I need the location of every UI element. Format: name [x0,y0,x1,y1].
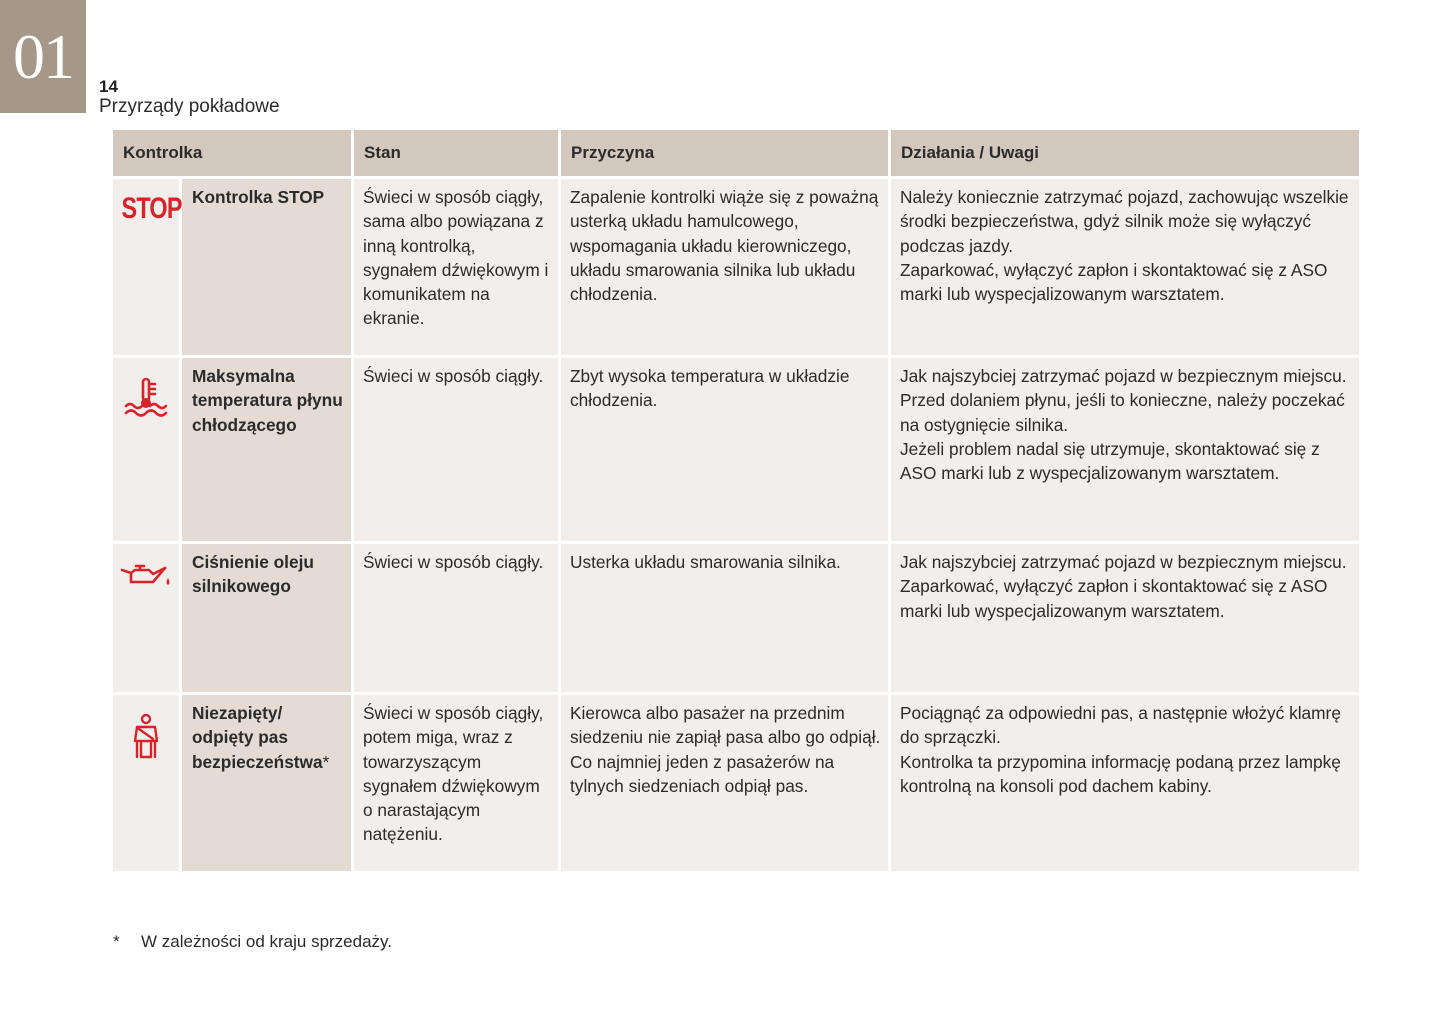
icon-cell [113,358,182,544]
page-number: 14 [99,77,118,96]
header-cause: Przyczyna [561,130,891,179]
footnote-mark: * [322,751,330,772]
control-name: Ciśnienie oleju silnikowego [182,544,354,695]
state-text: Świeci w sposób ciągły, potem miga, wraz z towarzyszącym sygnałem dźwiękowym o narastającym natężeniu. [354,695,561,874]
cause-text: Zapalenie kontrolki wiąże się z poważną usterką układu hamulcowego, wspomagania układu kierowniczego, układu smarowania silnika lub układu chłodzenia. [561,179,891,358]
footnote-text: W zależności od kraju sprzedaży. [141,932,393,951]
oil-pressure-icon [119,562,173,598]
coolant-temperature-icon [122,376,170,426]
cause-text: Zbyt wysoka temperatura w układzie chłodzenia. [561,358,891,544]
control-name: Niezapięty/ odpięty pas bezpieczeństwa* [182,695,354,874]
cause-text: Usterka układu smarowania silnika. [561,544,891,695]
icon-cell [113,179,182,358]
state-text: Świeci w sposób ciągły. [354,544,561,695]
table-row [113,544,1359,695]
header-state: Stan [354,130,561,179]
header-actions: Działania / Uwagi [891,130,1359,179]
chapter-number: 01 [13,20,73,92]
actions-text: Należy koniecznie zatrzymać pojazd, zachowując wszelkie środki bezpieczeństwa, gdyż silnik może się wyłączyć podczas jazdy. Zaparkować, wyłączyć zapłon i skontaktować się z ASO marki lub wyspecjalizowanym warsztatem. [891,179,1359,358]
seatbelt-icon [131,713,161,767]
header-control: Kontrolka [113,130,354,179]
table-header-row [113,130,1359,179]
chapter-tab [0,0,86,113]
state-text: Świeci w sposób ciągły. [354,358,561,544]
cause-text: Kierowca albo pasażer na przednim siedzeniu nie zapiął pasa albo go odpiął. Co najmniej jeden z pasażerów na tylnych siedzeniach odpiął pas. [561,695,891,874]
warning-lights-table [113,130,1359,874]
icon-cell [113,544,182,695]
stop-icon: STOP [121,192,182,225]
footnote [113,932,392,952]
actions-text: Jak najszybciej zatrzymać pojazd w bezpiecznym miejscu. Zaparkować, wyłączyć zapłon i skontaktować się z ASO marki lub wyspecjalizowanym warsztatem. [891,544,1359,695]
footnote-mark: * [113,932,120,951]
control-name: Kontrolka STOP [182,179,354,358]
actions-text: Pociągnąć za odpowiedni pas, a następnie włożyć klamrę do sprzączki. Kontrolka ta przypomina informację podaną przez lampkę kontrolną na konsoli pod dachem kabiny. [891,695,1359,874]
table-row [113,695,1359,874]
actions-text: Jak najszybciej zatrzymać pojazd w bezpiecznym miejscu. Przed dolaniem płynu, jeśli to konieczne, należy poczekać na ostygnięcie silnika. Jeżeli problem nadal się utrzymuje, skontaktować się z ASO marki lub z wyspecjalizowanym warsztatem. [891,358,1359,544]
section-title: Przyrządy pokładowe [99,96,280,117]
table-row [113,179,1359,358]
state-text: Świeci w sposób ciągły, sama albo powiązana z inną kontrolką, sygnałem dźwiękowym i komunikatem na ekranie. [354,179,561,358]
control-name: Maksymalna temperatura płynu chłodzącego [182,358,354,544]
icon-cell [113,695,182,874]
table-row [113,358,1359,544]
